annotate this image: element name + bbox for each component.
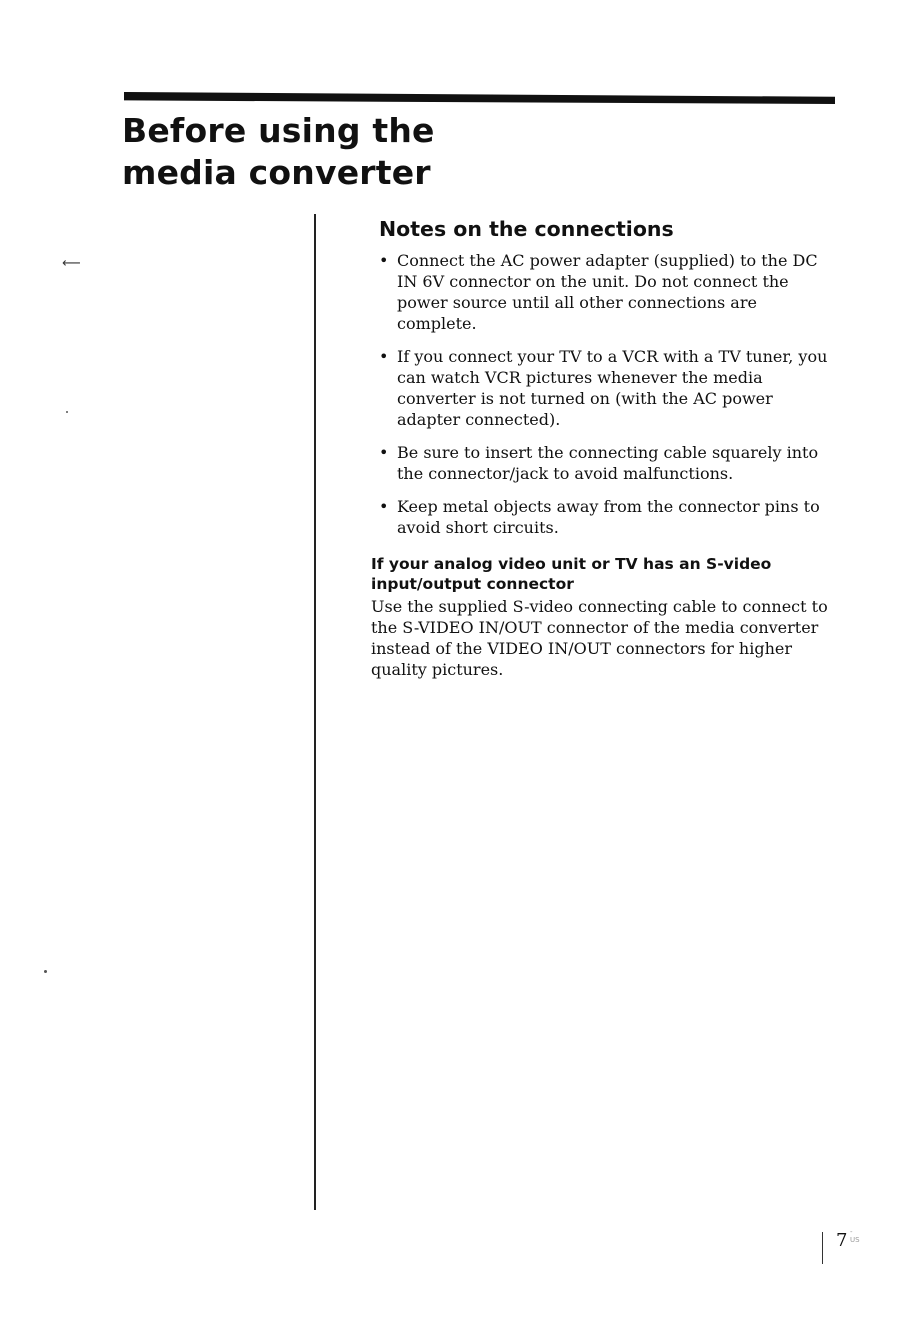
list-item xyxy=(379,442,831,484)
margin-speck xyxy=(44,970,47,973)
section-title: Notes on the connections xyxy=(379,217,674,241)
subsection-body: Use the supplied S-video connecting cable to connect to the S-VIDEO IN/OUT connector of the media converter instead of the VIDEO IN/OUT connectors for higher quality pictures. xyxy=(371,597,828,679)
chapter-title-line-1: Before using the xyxy=(122,111,435,150)
notes-list xyxy=(371,250,831,538)
subsection-title: If your analog video unit or TV has an S-video input/output connector xyxy=(371,555,772,593)
bullet-icon: • xyxy=(379,251,389,270)
bullet-icon: • xyxy=(379,443,389,462)
list-item xyxy=(379,496,831,538)
bullet-icon: • xyxy=(379,497,389,516)
margin-mark-icon: ⟵ xyxy=(62,256,81,271)
column-divider xyxy=(314,214,316,1210)
page-number: 7 xyxy=(836,1230,848,1251)
note-text: Be sure to insert the connecting cable squarely into the connector/jack to avoid malfunctions. xyxy=(397,443,819,483)
list-item xyxy=(379,346,831,430)
margin-speck xyxy=(66,411,68,413)
note-text: Keep metal objects away from the connector pins to avoid short circuits. xyxy=(397,497,820,537)
main-content xyxy=(371,214,831,680)
header-rule xyxy=(124,92,835,104)
bullet-icon: • xyxy=(379,347,389,366)
note-text: Connect the AC power adapter (supplied) to the DC IN 6V connector on the unit. Do not connect the power source until all other connections are complete. xyxy=(397,251,818,333)
chapter-title xyxy=(122,110,435,194)
page-number-rule xyxy=(822,1232,823,1264)
list-item xyxy=(379,250,831,334)
chapter-title-line-2: media converter xyxy=(122,153,431,192)
page-suffix: -US xyxy=(850,1228,860,1244)
note-text: If you connect your TV to a VCR with a TV tuner, you can watch VCR pictures whenever the media converter is not turned on (with the AC power adapter connected). xyxy=(397,347,828,429)
